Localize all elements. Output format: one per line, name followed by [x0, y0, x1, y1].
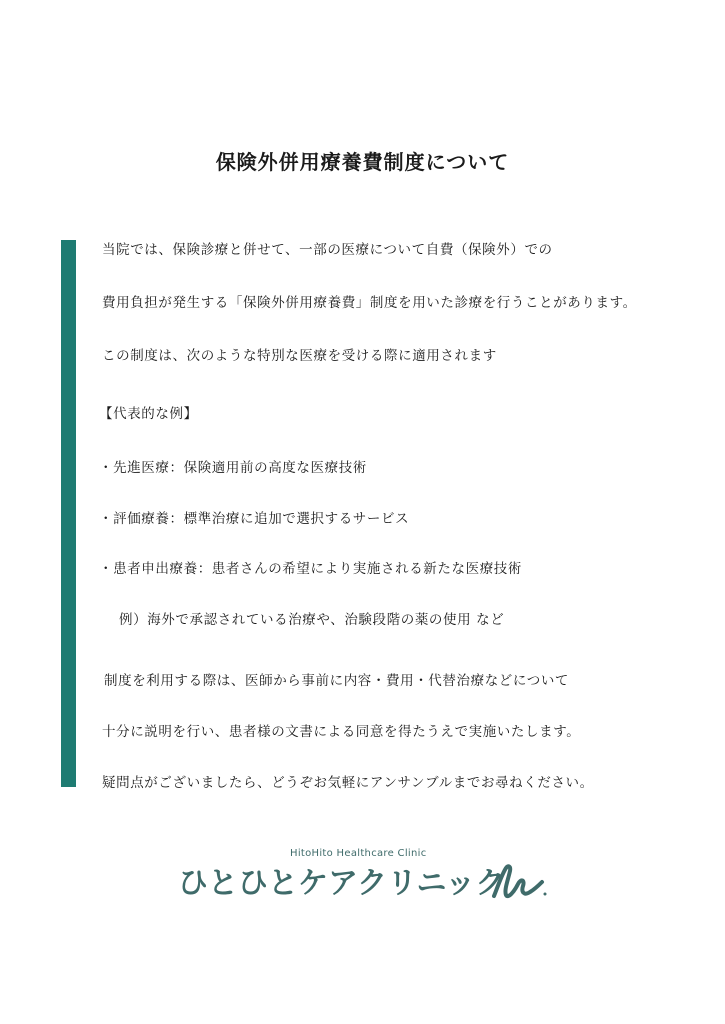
page-title: 保険外併用療養費制度について	[215, 150, 510, 174]
intro-line-3: この制度は、次のような特別な医療を受ける際に適用されます	[102, 348, 497, 364]
clinic-logo-mark-icon	[488, 862, 548, 902]
intro-line-1: 当院では、保険診療と併せて、一部の医療について自費（保険外）での	[102, 242, 553, 258]
intro-line-2: 費用負担が発生する「保険外併用療養費」制度を用いた診療を行うことがあります。	[102, 295, 637, 311]
clinic-logo	[178, 848, 548, 908]
logo-mark-dot	[544, 893, 547, 896]
logo-english-name: HitoHito Healthcare Clinic	[290, 848, 427, 859]
logo-japanese-name: ひとひとケアクリニック	[178, 866, 506, 901]
logo-mark-stroke	[494, 866, 542, 896]
closing-line-1: 制度を利用する際は、医師から事前に内容・費用・代替治療などについて	[104, 673, 570, 689]
example-evaluation-care: ・評価療養：標準治療に追加で選択するサービス	[99, 511, 410, 527]
accent-bar	[61, 240, 76, 787]
examples-heading: 【代表的な例】	[99, 406, 198, 422]
example-advanced-medicine: ・先進医療：保険適用前の高度な医療技術	[99, 460, 367, 476]
example-note: 例）海外で承認されている治療や、治験段階の薬の使用 など	[119, 612, 505, 628]
closing-line-3: 疑問点がございましたら、どうぞお気軽にアンサンブルまでお尋ねください。	[102, 775, 594, 791]
closing-line-2: 十分に説明を行い、患者様の文書による同意を得たうえで実施いたします。	[102, 724, 581, 740]
example-patient-request-care: ・患者申出療養：患者さんの希望により実施される新たな医療技術	[99, 561, 522, 577]
